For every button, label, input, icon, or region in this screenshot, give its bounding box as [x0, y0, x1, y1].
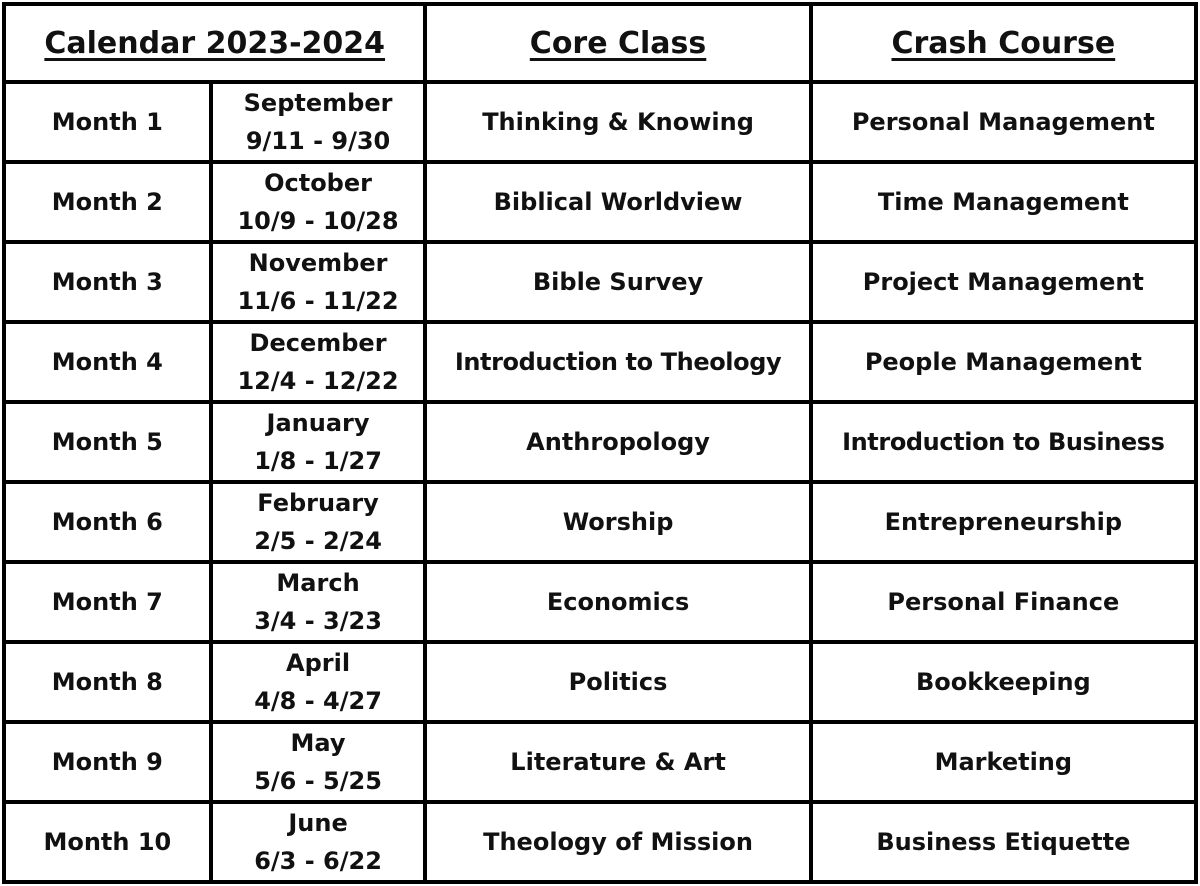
month-name: December	[249, 329, 387, 357]
month-name: June	[288, 809, 348, 837]
table-row	[4, 642, 1196, 722]
crash-course: Project Management	[811, 242, 1196, 322]
month-name: April	[286, 649, 351, 677]
table-row	[4, 402, 1196, 482]
crash-course: People Management	[811, 322, 1196, 402]
core-class: Worship	[425, 482, 810, 562]
month-name: October	[264, 169, 372, 197]
core-class: Economics	[425, 562, 810, 642]
table-row	[4, 322, 1196, 402]
month-number: Month 6	[4, 482, 211, 562]
table-row	[4, 162, 1196, 242]
table-row	[4, 242, 1196, 322]
crash-course: Marketing	[811, 722, 1196, 802]
date-range: 1/8 - 1/27	[254, 447, 382, 475]
month-dates	[211, 722, 426, 802]
month-dates	[211, 402, 426, 482]
course-calendar-table	[2, 2, 1198, 884]
crash-course: Personal Management	[811, 82, 1196, 162]
crash-course: Introduction to Business	[811, 402, 1196, 482]
table-row	[4, 722, 1196, 802]
header-row	[4, 4, 1196, 82]
table-row	[4, 482, 1196, 562]
month-number: Month 10	[4, 802, 211, 882]
month-number: Month 4	[4, 322, 211, 402]
month-dates	[211, 642, 426, 722]
core-class: Introduction to Theology	[425, 322, 810, 402]
date-range: 6/3 - 6/22	[254, 847, 382, 875]
month-number: Month 9	[4, 722, 211, 802]
month-dates	[211, 242, 426, 322]
core-class: Thinking & Knowing	[425, 82, 810, 162]
crash-course: Personal Finance	[811, 562, 1196, 642]
month-name: May	[290, 729, 346, 757]
month-number: Month 5	[4, 402, 211, 482]
calendar-header: Calendar 2023-2024	[4, 4, 425, 82]
month-name: March	[276, 569, 360, 597]
month-dates	[211, 322, 426, 402]
date-range: 4/8 - 4/27	[254, 687, 382, 715]
date-range: 2/5 - 2/24	[254, 527, 382, 555]
date-range: 3/4 - 3/23	[254, 607, 382, 635]
date-range: 11/6 - 11/22	[237, 287, 399, 315]
core-class: Literature & Art	[425, 722, 810, 802]
month-dates	[211, 562, 426, 642]
month-number: Month 2	[4, 162, 211, 242]
month-number: Month 7	[4, 562, 211, 642]
month-number: Month 8	[4, 642, 211, 722]
table-row	[4, 82, 1196, 162]
date-range: 9/11 - 9/30	[245, 127, 391, 155]
month-dates	[211, 162, 426, 242]
crash-course-header: Crash Course	[811, 4, 1196, 82]
date-range: 5/6 - 5/25	[254, 767, 382, 795]
crash-course: Entrepreneurship	[811, 482, 1196, 562]
core-class: Anthropology	[425, 402, 810, 482]
month-name: January	[266, 409, 370, 437]
core-class: Bible Survey	[425, 242, 810, 322]
month-dates	[211, 82, 426, 162]
month-dates	[211, 482, 426, 562]
table-row	[4, 562, 1196, 642]
table-row	[4, 802, 1196, 882]
core-class: Politics	[425, 642, 810, 722]
core-class: Theology of Mission	[425, 802, 810, 882]
crash-course: Business Etiquette	[811, 802, 1196, 882]
month-name: September	[243, 89, 393, 117]
month-number: Month 3	[4, 242, 211, 322]
month-number: Month 1	[4, 82, 211, 162]
crash-course: Time Management	[811, 162, 1196, 242]
core-class: Biblical Worldview	[425, 162, 810, 242]
month-name: February	[257, 489, 379, 517]
month-dates	[211, 802, 426, 882]
date-range: 10/9 - 10/28	[237, 207, 399, 235]
core-class-header: Core Class	[425, 4, 810, 82]
month-name: November	[248, 249, 388, 277]
date-range: 12/4 - 12/22	[237, 367, 399, 395]
crash-course: Bookkeeping	[811, 642, 1196, 722]
